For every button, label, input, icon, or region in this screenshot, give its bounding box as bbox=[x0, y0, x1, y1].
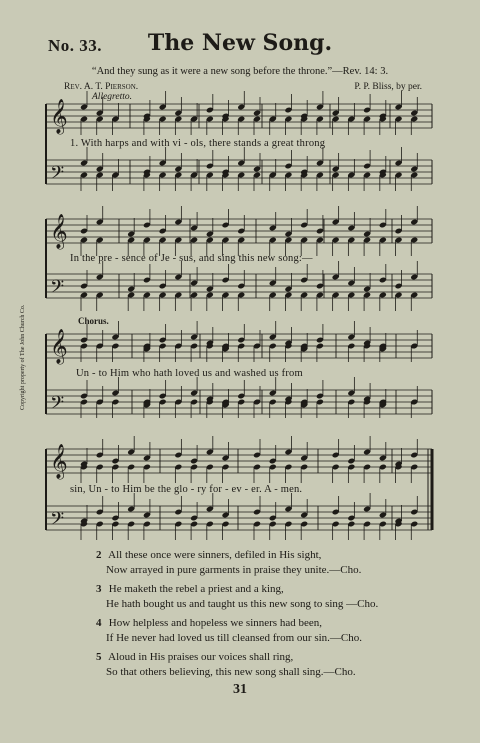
verse-3: 3 He maketh the rebel a priest and a king, He hath bought us and taught us this new song to sing —Cho. bbox=[96, 583, 379, 610]
chorus-label: Chorus. bbox=[78, 316, 109, 326]
copyright-notice: Copyright property of The John Church Co. bbox=[20, 304, 26, 410]
verse-4: 4 How helpless and hopeless we sinners had been, If He never had loved us till cleansed from our sin.—Cho. bbox=[96, 617, 362, 644]
bass-clef: 𝄢 bbox=[50, 277, 65, 302]
hymn-number: No. 33. bbox=[48, 36, 103, 55]
tempo-marking: Allegretto. bbox=[92, 92, 133, 102]
verse-2: 2 All these once were sinners, defiled in His sight, Now arrayed in pure garments in praise they unite.—Cho. bbox=[96, 549, 362, 576]
lyric-line-2: In the pre - sence of Je - sus, and sing this new song:— bbox=[70, 253, 313, 264]
treble-clef: 𝄞 bbox=[50, 444, 68, 479]
bass-clef: 𝄢 bbox=[50, 393, 65, 418]
lyric-line-3: Un - to Him who hath loved us and washed us from bbox=[76, 368, 303, 379]
lyricist-credit: Rev. A. T. Pierson. bbox=[64, 82, 139, 92]
treble-clef: 𝄞 bbox=[50, 99, 68, 134]
verse-5: 5 Aloud in His praises our voices shall ring, So that others believing, this new song shall sing.—Cho. bbox=[96, 651, 356, 678]
lyric-line-4: sin, Un - to Him be the glo - ry for - ev - er. A - men. bbox=[70, 484, 303, 495]
additional-verses bbox=[96, 548, 378, 684]
treble-clef: 𝄞 bbox=[50, 329, 68, 364]
hymn-title: The New Song. bbox=[147, 30, 333, 56]
bass-clef: 𝄢 bbox=[50, 163, 65, 188]
page-number: 31 bbox=[233, 682, 247, 697]
scripture-epigraph: “And they sung as it were a new song before the throne.”—Rev. 14: 3. bbox=[91, 66, 389, 77]
treble-clef: 𝄞 bbox=[50, 214, 68, 249]
lyric-line-1: 1. With harps and with vi - ols, there stands a great throng bbox=[70, 138, 326, 149]
composer-credit: P. P. Bliss, by per. bbox=[354, 82, 422, 92]
bass-clef: 𝄢 bbox=[50, 509, 65, 534]
